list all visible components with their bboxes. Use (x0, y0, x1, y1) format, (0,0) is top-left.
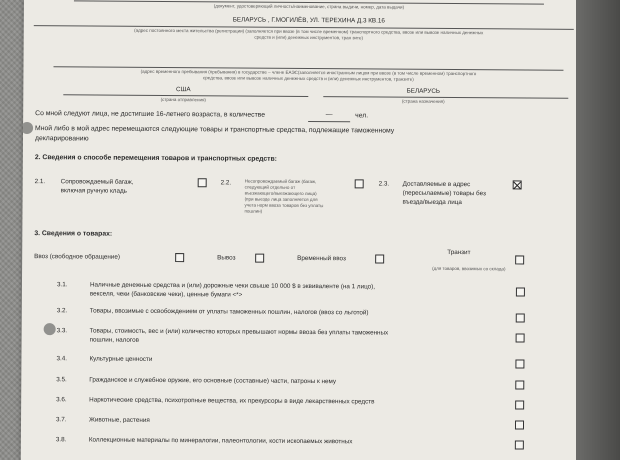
item-number: 3.4. (56, 355, 67, 363)
item-checkbox-3-2[interactable] (516, 313, 525, 322)
id-document-caption: (документ, удостоверяющий личность/наименование, страна выдачи, номер, дата выдачи) (213, 3, 405, 10)
item-line-1: Наличные денежные средства и (или) дорожные чеки свыше 10 000 $ в эквиваленте (на 1 лицо), (89, 281, 376, 291)
item-checkbox-3-5[interactable] (515, 380, 524, 389)
opt2-line-3: въезжающего/выезжающего лица) (244, 190, 317, 197)
opt2-line-1: Несопровождаемый багаж (багаж, (244, 178, 317, 185)
item-line-2: векселя, чеки (банковские чеки), ценные бумаги <*> (89, 290, 243, 299)
opt2-line-6: пошлин) (244, 208, 263, 214)
item-number: 3.5. (56, 376, 67, 384)
ink-smudge (21, 122, 33, 134)
item-checkbox-3-1[interactable] (516, 287, 525, 296)
country-to-value: БЕЛАРУСЬ (406, 87, 441, 95)
address-caption-2: средств и (или) денежных инструментов, тран зите) (254, 34, 363, 41)
temp-address-caption-2: средства, ввозе или вывозе наличных денежных средств и (или) денежных инструментов, транзите) (203, 75, 414, 82)
background-edge (576, 0, 620, 460)
transit-label: Транзит (447, 248, 471, 257)
item-checkbox-3-3[interactable] (516, 333, 525, 342)
minors-unit: чел. (355, 112, 369, 120)
temp-address-caption-1: (адрес временного пребывания (пребывания) в государстве – члене ЕАЭС(заполняется иностранным лицом при ввозе (в том числе временном) транспортного (140, 68, 477, 77)
transit-caption: (для товаров, ввозимых со склада) (432, 265, 506, 272)
customs-declaration-page (21, 0, 594, 460)
ink-smudge (44, 323, 56, 335)
opt3-checkbox-checked[interactable] (513, 180, 522, 189)
address-value: БЕЛАРУСЬ , Г.МОГИЛЁВ, УЛ. ТЕРЕХИНА Д.3 КВ.16 (232, 16, 385, 25)
minors-line (308, 121, 350, 122)
section3-title: 3. Сведения о товарах: (34, 230, 113, 238)
item-line-1: Коллекционные материалы по минералогии, палеонтологии, кости ископаемых животных (88, 436, 353, 446)
item-checkbox-3-7[interactable] (515, 420, 524, 429)
item-number: 3.6. (56, 396, 67, 404)
opt2-line-5: учета норм ввоза товаров без уплаты (244, 202, 324, 209)
country-from-value: США (176, 86, 191, 94)
item-number: 3.2. (56, 307, 68, 315)
minors-text: Со мной следуют лица, не достигшие 16-летнего возраста, в количестве (35, 110, 266, 119)
opt3-line-2: (пересылаемые) товары без (402, 189, 486, 198)
item-number: 3.3. (56, 327, 68, 335)
item-line-1: Товары, ввозимые с освобождением от уплаты таможенных пошлин, налогов (ввоз со льготой) (89, 307, 369, 317)
item-line-1: Гражданское и служебное оружие, его основные (составные) части, патроны к нему (89, 376, 337, 386)
address-caption-1: (адрес постоянного места жительства (регистрации) (заполняется при ввозе (в том числе временном) транспортного средства, ввозе или вывозе наличных денежных (134, 27, 484, 36)
import-checkbox[interactable] (175, 253, 184, 262)
minors-value: — (325, 111, 333, 119)
export-label: Вывоз (217, 254, 236, 262)
transit-checkbox[interactable] (515, 255, 524, 264)
opt2-checkbox[interactable] (355, 179, 364, 188)
section2-title: 2. Сведения о способе перемещения товаров и транспортных средств: (34, 154, 277, 163)
opt2-line-4: (при выезде лица заполняется для (244, 196, 318, 203)
temp-import-checkbox[interactable] (375, 254, 384, 263)
item-number: 3.8. (55, 436, 67, 444)
declare-line-1: Мной либо в мой адрес перемещаются следующие товары и транспортные средства, подлежащие таможенному (35, 125, 395, 135)
export-checkbox[interactable] (255, 254, 264, 263)
opt3-line-1: Доставляемые в адрес (402, 180, 471, 189)
declare-line-2: декларированию (34, 135, 89, 143)
opt3-line-3: въезда/выезда лица (402, 198, 462, 207)
country-to-caption: (страна назначения) (401, 98, 445, 104)
opt2-line-2: следующий отдельно от (244, 184, 296, 190)
item-checkbox-3-8[interactable] (515, 440, 524, 449)
item-number: 3.7. (56, 416, 67, 424)
import-label: Ввоз (свободное обращение) (34, 253, 120, 261)
country-from-caption: (страна отправления) (160, 96, 206, 103)
temp-import-label: Временный ввоз (297, 254, 346, 263)
item-checkbox-3-6[interactable] (515, 400, 524, 409)
item-checkbox-3-4[interactable] (515, 359, 524, 368)
item-line-1: Культурные ценности (89, 355, 153, 363)
opt1-line-1: Сопровождаемый багаж, (60, 178, 134, 186)
opt2-number: 2.2. (220, 179, 232, 187)
opt3-number: 2.3. (378, 180, 390, 188)
item-line-1: Наркотические средства, психотропные вещества, их прекурсоры в виде лекарственных средств (89, 396, 375, 406)
opt1-number: 2.1. (34, 178, 46, 186)
opt1-checkbox[interactable] (198, 178, 207, 187)
item-line-2: пошлин, налогов (89, 336, 139, 344)
item-number: 3.1. (56, 281, 68, 289)
item-line-1: Товары, стоимость, вес и (или) количество которых превышают нормы ввоза без уплаты таможенных (89, 327, 389, 337)
opt1-line-2: включая ручную кладь (60, 187, 127, 195)
item-line-1: Животные, растения (89, 416, 150, 424)
